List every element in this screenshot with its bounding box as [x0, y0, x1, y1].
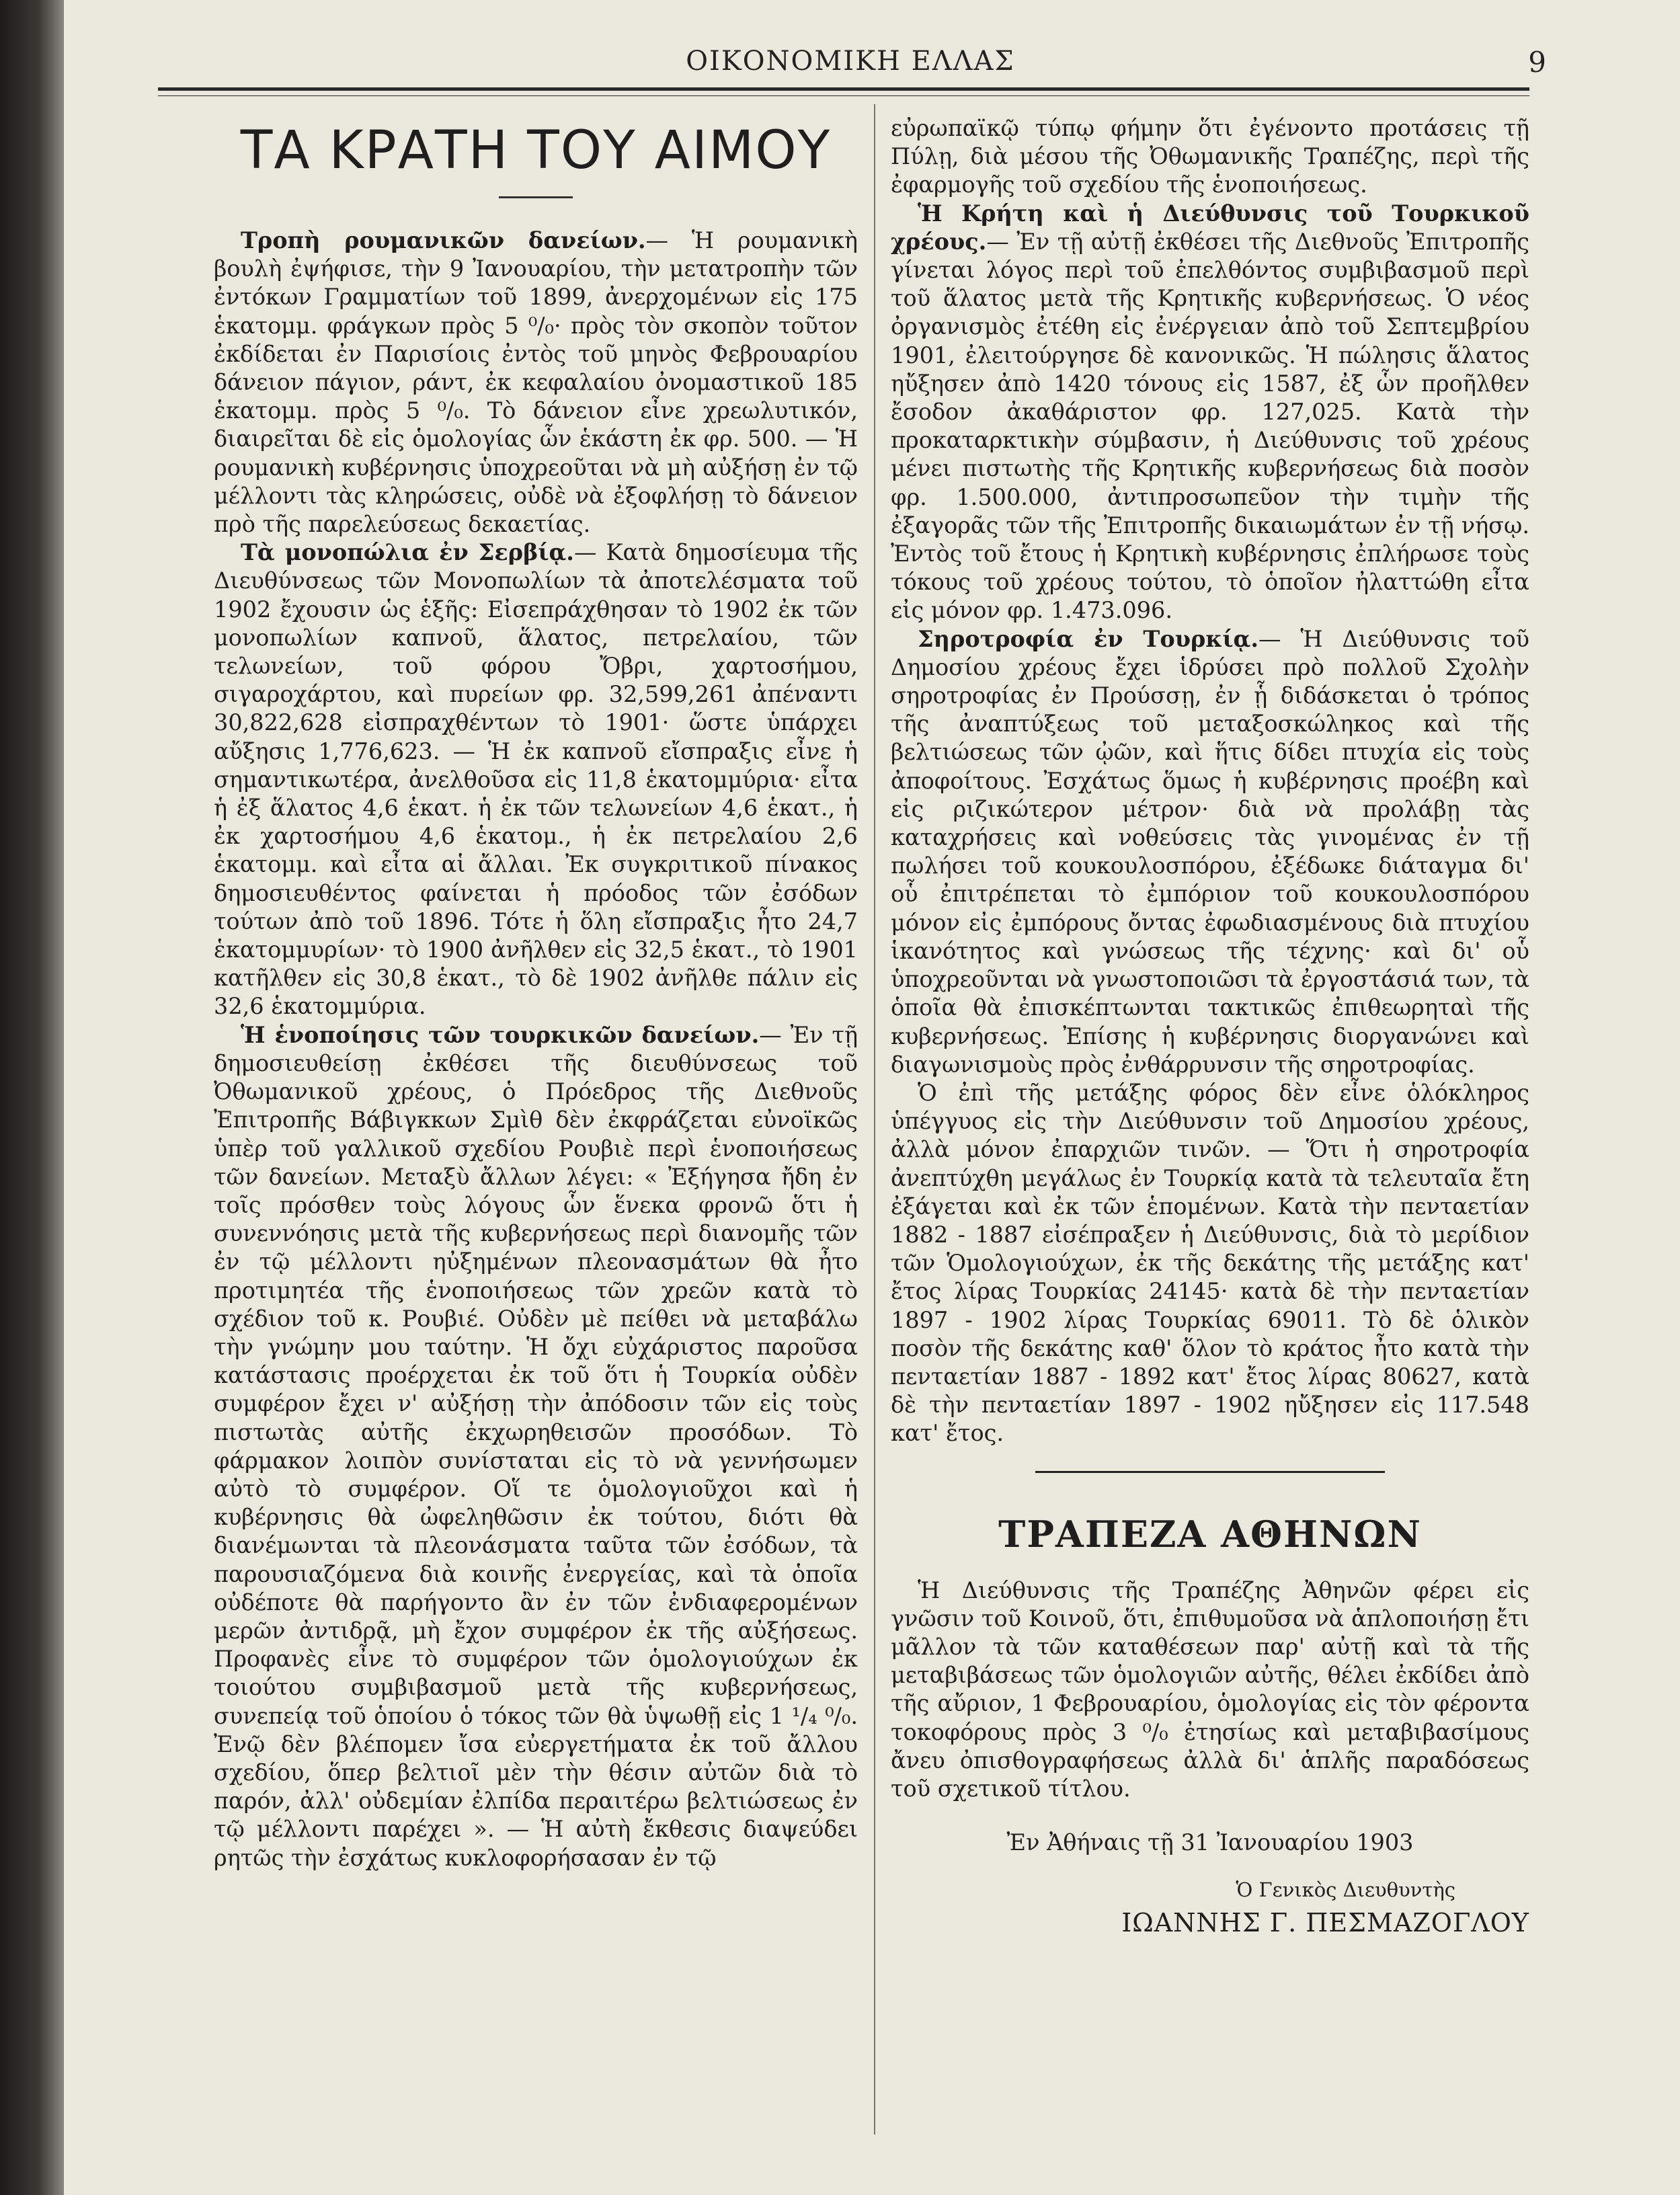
item-heading: Σηροτροφία ἐν Τουρκίᾳ. — [918, 625, 1258, 652]
news-item-continued — [891, 114, 1529, 200]
bank-notice-dateline: Ἐν Ἀθήναις τῇ 31 Ἰανουαρίου 1903 — [1006, 1829, 1414, 1856]
bank-notice-title: ΤΡΑΠΕΖΑ ΑΘΗΝΩΝ — [998, 1512, 1422, 1556]
article-title: ΤΑ ΚΡΑΤΗ ΤΟΥ ΑΙΜΟΥ — [240, 120, 832, 181]
item-heading: Ἡ Κρήτη καὶ ἡ Διεύθυνσις τοῦ Τουρκικοῦ χρέους. — [891, 200, 1529, 255]
news-item — [214, 1021, 858, 1872]
right-column — [891, 114, 1529, 1937]
header-rule-thin — [158, 95, 1529, 96]
header-rule — [158, 87, 1529, 91]
news-item — [214, 227, 858, 538]
item-text: — Κατὰ δημοσίευμα τῆς Διευθύνσεως τῶν Μονοπωλίων τὰ ἀποτελέσματα τοῦ 1902 ἔχουσιν ὡς ἑξῆς: Εἰσεπράχθησαν τὸ 1902 ἐκ τῶν μονοπωλίων καπνοῦ, ἅλατος, πετρελαίου, τῶν τελωνείων, τοῦ φόρου Ὄβρι, χαρτοσήμου, σιγαροχάρτου, καὶ πυρείων φρ. 32,599,261 ἀπέναντι 30,822,628 εἰσπραχθέντων τὸ 1901· ὥστε ὑπάρχει αὔξησις 1,776,623. — Ἡ ἐκ καπνοῦ εἴσπραξις εἶνε ἡ σημαντικωτέρα, ἀνελθοῦσα εἰς 11,8 ἑκατομμύρια· εἶτα ἡ ἐξ ἅλατος 4,6 ἑκατ. ἡ ἐκ τῶν τελωνείων 4,6 ἑκατ., ἡ ἐκ χαρτοσήμου 4,6 ἑκατομ., ἡ ἐκ πετρελαίου 2,6 ἑκατομμ. καὶ εἶτα αἱ ἄλλαι. Ἐκ συγκριτικοῦ πίνακος δημοσιευθέντος φαίνεται ἡ πρόοδος τῶν ἐσόδων τούτων ἀπὸ τοῦ 1896. Τότε ἡ ὅλη εἴσπραξις ἦτο 24,7 ἑκατομμυρίων· τὸ 1900 ἀνῆλθεν εἰς 32,5 ἑκατ., τὸ 1901 κατῆλθεν εἰς 30,8 ἑκατ., τὸ δὲ 1902 ἀνῆλθε πάλιν εἰς 32,6 ἑκατομμύρια. — [214, 539, 858, 1020]
item-heading: Τροπὴ ρουμανικῶν δανείων. — [241, 227, 646, 253]
section-rule — [1035, 1471, 1385, 1473]
signer-name: ΙΩΑΝΝΗΣ Γ. ΠΕΣΜΑΖΟΓΛΟΥ — [1121, 1907, 1529, 1938]
running-title: ΟΙΚΟΝΟΜΙΚΗ ΕΛΛΑΣ — [686, 46, 1015, 77]
page-number: 9 — [1528, 46, 1546, 79]
item-heading: Τὰ μονοπώλια ἐν Σερβίᾳ. — [241, 539, 574, 566]
item-text: — Ἡ Διεύθυνσις τοῦ Δημοσίου χρέους ἔχει ἱδρύσει πρὸ πολλοῦ Σχολὴν σηροτροφίας ἐν Προύσσῃ, ἐν ᾗ διδάσκεται ὁ τρόπος τῆς ἀναπτύξεως τοῦ μεταξοσκώληκος καὶ τῆς βελτιώσεως τῶν ᾠῶν, καὶ ἥτις δίδει πτυχία εἰς τοὺς ἀποφοίτους. Ἐσχάτως ὅμως ἡ κυβέρνησις προέβη καὶ εἰς ριζικώτερον μέτρον· διὰ νὰ προλάβῃ τὰς καταχρήσεις καὶ νοθεύσεις τὰς γινομένας ἐν τῇ πωλήσει τοῦ κουκουλοσπόρου, ἐξέδωκε διάταγμα δι' οὗ ἐπιτρέπεται τὸ ἐμπόριον τοῦ κουκουλοσπόρου μόνον εἰς ἐμπόρους ὄντας ἐφωδιασμένους διὰ πτυχίου ἱκανότητος καὶ γνώσεως τῆς τέχνης· καὶ δι' οὗ ὑποχρεοῦνται νὰ γνωστοποιῶσι τὰ ἐργοστάσιά των, τὰ ὁποῖα θὰ ἐπισκέπτωνται τακτικῶς ἐπιθεωρηταὶ τῆς κυβερνήσεως. Ἐπίσης ἡ κυβέρνησις διοργανώνει καὶ διαγωνισμοὺς πρὸς ἐνθάρρυνσιν τῆς σηροτροφίας. — [891, 625, 1529, 1078]
item-text: — Ἐν τῇ δημοσιευθείσῃ ἐκθέσει τῆς διευθύνσεως τοῦ Ὀθωμανικοῦ χρέους, ὁ Πρόεδρος τῆς Διεθνοῦς Ἐπιτροπῆς Βάβιγκκων Σμὶθ δὲν ἐκφράζεται εὐνοϊκῶς ὑπὲρ τοῦ γαλλικοῦ σχεδίου Ρουβιὲ περὶ ἑνοποιήσεως τῶν δανείων. Μεταξὺ ἄλλων λέγει: « Ἐξήγησα ἤδη ἐν τοῖς πρόσθεν τοὺς λόγους ὧν ἕνεκα φρονῶ ὅτι ἡ συνεννόησις μετὰ τῆς κυβερνήσεως περὶ διανομῆς τῶν ἐν τῷ μέλλοντι ηὐξημένων πλεονασμάτων θὰ ἦτο προτιμητέα τῆς ἑνοποιήσεως τῶν χρεῶν κατὰ τὸ σχέδιον τοῦ κ. Ρουβιέ. Οὐδὲν μὲ πείθει νὰ μεταβάλω τὴν γνώμην μου ταύτην. Ἡ ὄχι εὐχάριστος παροῦσα κατάστασις προέρχεται ἐκ τοῦ ὅτι ἡ Τουρκία οὐδὲν συμφέρον ἔχει ν' αὐξήσῃ τὴν ἀπόδοσιν τῶν εἰς τοὺς πιστωτὰς αὐτῆς ἐκχωρηθεισῶν προσόδων. Τὸ φάρμακον λοιπὸν συνίσταται εἰς τὸ νὰ γεννήσωμεν αὐτὸ τὸ συμφέρον. Οἵ τε ὁμολογιοῦχοι καὶ ἡ κυβέρνησις θὰ ὠφεληθῶσιν ἐκ τούτου, διότι θὰ διανέμωνται τὰ πλεονάσματα ταῦτα τῶν ἐσόδων, τὰ παρουσιαζόμενα διὰ κοινῆς ἐνεργείας, καὶ τὰ ὁποῖα οὐδέποτε θὰ παρήγοντο ἂν ἐν τῶν ἐνδιαφερομένων μερῶν ἀντιδρᾷ, μὴ ἔχον συμφέρον ἐκ τῆς αὐξήσεως. Προφανὲς εἶνε τὸ συμφέρον τῶν ὁμολογιούχων ἐκ τοιούτου συμβιβασμοῦ μετὰ τῆς κυβερνήσεως, συνεπείᾳ τοῦ ὁποίου ὁ τόκος τῶν θὰ ὑψωθῇ εἰς 1 ¹/₄ ⁰/₀. Ἐνῷ δὲν βλέπομεν ἴσα εὐεργετήματα ἐκ τοῦ ἄλλου σχεδίου, ὅπερ βελτιοῖ μὲν τὴν θέσιν αὐτῶν διὰ τὸ παρόν, ἀλλ' οὐδεμίαν ἐλπίδα περαιτέρω βελτιώσεως ἐν τῷ μέλλοντι παρέχει ». — Ἡ αὐτὴ ἔκθεσις διαψεύδει ρητῶς τὴν ἐσχάτως κυκλοφορήσασαν ἐν τῷ — [214, 1021, 858, 1871]
bank-notice-body: Ἡ Διεύθυνσις τῆς Τραπέζης Ἀθηνῶν φέρει εἰς γνῶσιν τοῦ Κοινοῦ, ὅτι, ἐπιθυμοῦσα νὰ ἁπλοποιήσῃ ἔτι μᾶλλον τὰ τῶν καταθέσεων παρ' αὐτῇ καὶ τὰ τῆς μεταβιβάσεως τῶν ὁμολογιῶν αὐτῆς, θέλει ἐκδίδει ἀπὸ τῆς αὔριον, 1 Φεβρουαρίου, ὁμολογίας εἰς τὸν φέροντα τοκοφόρους πρὸς 3 ⁰/₀ ἐτησίως καὶ μεταβιβασίμους ἄνευ ὀπισθογραφήσεως ἀλλὰ δι' ἁπλῆς παραδόσεως τοῦ σχετικοῦ τίτλου. — [891, 1577, 1529, 1802]
column-divider — [874, 104, 875, 2134]
item-text: Ὁ ἐπὶ τῆς μετάξης φόρος δὲν εἶνε ὁλόκληρος ὑπέγγυος εἰς τὴν Διεύθυνσιν τοῦ Δημοσίου χρέους, ἀλλὰ μόνον ἐπαρχιῶν τινῶν. — Ὅτι ἡ σηροτροφία ἀνεπτύχθη μεγάλως ἐν Τουρκίᾳ κατὰ τὰ τελευταῖα ἔτη ἐξάγεται καὶ ἐκ τῶν ἑπομένων. Κατὰ τὴν πενταετίαν 1882 - 1887 εἰσέπραξεν ἡ Διεύθυνσις, διὰ τὸ μερίδιον τῶν Ὁμολογιούχων, ἐκ τῆς δεκάτης τῆς μετάξης κατ' ἔτος λίρας Τουρκίας 24145· κατὰ δὲ τὴν πενταετίαν 1897 - 1902 λίρας Τουρκίας 69011. Τὸ δὲ ὁλικὸν ποσὸν τῆς δεκάτης καθ' ὅλον τὸ κράτος ἦτο κατὰ τὴν πενταετίαν 1887 - 1892 κατ' ἔτος λίρας 80627, κατὰ δὲ τὴν πενταετίαν 1897 - 1902 ηὔξησεν εἰς 117.548 κατ' ἔτος. — [891, 1079, 1529, 1447]
book-spine-shadow — [0, 0, 64, 2195]
item-text: — Ἡ ρουμανικὴ βουλὴ ἐψήφισε, τὴν 9 Ἰανουαρίου, τὴν μετατροπὴν τῶν ἐντόκων Γραμματίων τοῦ 1899, ἀνερχομένων εἰς 175 ἑκατομμ. φράγκων πρὸς 5 ⁰/₀· πρὸς τὸν σκοπὸν τοῦτον ἐκδίδεται ἐν Παρισίοις ἐντὸς τοῦ μηνὸς Φεβρουαρίου δάνειον πάγιον, ράντ, ἐκ κεφαλαίου ὀνομαστικοῦ 185 ἑκατομμ. πρὸς 5 ⁰/₀. Τὸ δάνειον εἶνε χρεωλυτικόν, διαιρεῖται δὲ εἰς ὁμολογίας ὧν ἑκάστη ἐκ φρ. 500. — Ἡ ρουμανικὴ κυβέρνησις ὑποχρεοῦται νὰ μὴ αὐξήσῃ ἐν τῷ μέλλοντι τὰς κληρώσεις, οὐδὲ νὰ ἐξοφλήσῃ τὸ δάνειον πρὸ τῆς παρελεύσεως δεκαετίας. — [214, 227, 858, 538]
running-header — [155, 46, 1546, 86]
news-item — [214, 538, 858, 1021]
item-text: — Ἐν τῇ αὐτῇ ἐκθέσει τῆς Διεθνοῦς Ἐπιτροπῆς γίνεται λόγος περὶ τοῦ ἐπελθόντος συμβιβασμοῦ περὶ τοῦ ἅλατος μετὰ τῆς Κρητικῆς κυβερνήσεως. Ὁ νέος ὀργανισμὸς ἐτέθη εἰς ἐνέργειαν ἀπὸ τοῦ Σεπτεμβρίου 1901, ἐλειτούργησε δὲ κανονικῶς. Ἡ πώλησις ἅλατος ηὔξησεν ἀπὸ 1420 τόνους εἰς 1587, ἐξ ὧν προῆλθεν ἔσοδον ἀκαθάριστον φρ. 127,025. Κατὰ τὴν προκαταρκτικὴν σύμβασιν, ἡ Διεύθυνσις τοῦ χρέους μένει πιστωτὴς τῆς Κρητικῆς κυβερνήσεως διὰ ποσὸν φρ. 1.500.000, ἀντιπροσωπεῦον τὴν τιμὴν τῆς ἐξαγορᾶς τῶν τῆς Ἐπιτροπῆς δικαιωμάτων ἐν τῇ νήσῳ. Ἐντὸς τοῦ ἔτους ἡ Κρητικὴ κυβέρνησις ἐπλήρωσε τοὺς τόκους τοῦ χρέους τούτου, τὸ ὁποῖον ἠλαττώθη εἶτα εἰς μόνον φρ. 1.473.096. — [891, 228, 1529, 624]
title-rule — [499, 196, 573, 198]
left-column — [214, 114, 858, 1872]
news-item — [891, 200, 1529, 625]
signer-role: Ὁ Γενικὸς Διευθυντὴς — [1236, 1878, 1455, 1902]
item-text: εὐρωπαϊκῷ τύπῳ φήμην ὅτι ἐγένοντο προτάσεις τῇ Πύλῃ, διὰ μέσου τῆς Ὀθωμανικῆς Τραπέζης, περὶ τῆς ἐφαρμογῆς τοῦ σχεδίου τῆς ἑνοποιήσεως. — [891, 115, 1529, 198]
news-item — [891, 625, 1529, 1079]
news-item — [891, 1079, 1529, 1448]
item-heading: Ἡ ἑνοποίησις τῶν τουρκικῶν δανείων. — [241, 1021, 760, 1048]
